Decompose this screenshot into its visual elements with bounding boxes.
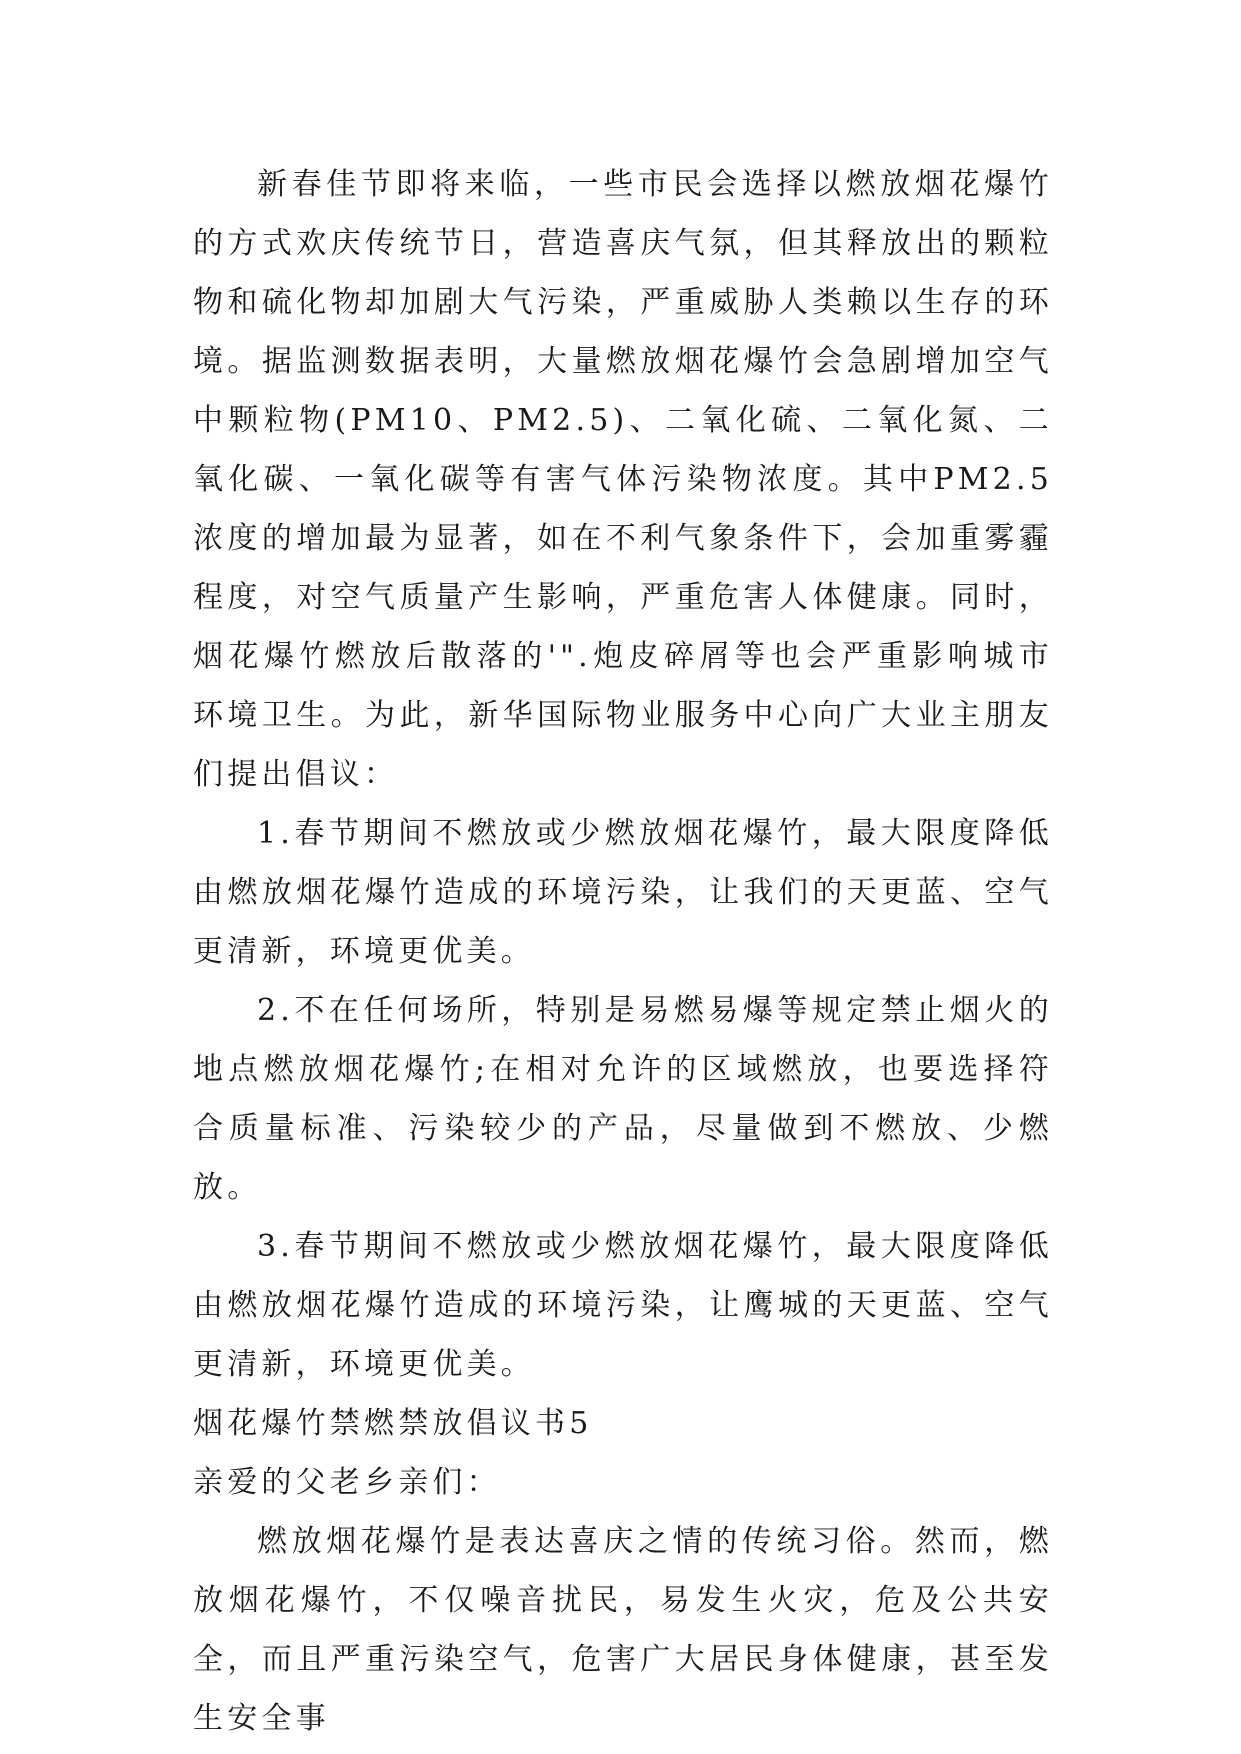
body-paragraph: 燃放烟花爆竹是表达喜庆之情的传统习俗。然而，燃放烟花爆竹，不仅噪音扰民，易发生火灾，危及公共安全，而且严重污染空气，危害广大居民身体健康，甚至发生安全事 [193, 1524, 1053, 1736]
salutation: 亲爱的父老乡亲们： [193, 1465, 501, 1500]
document-body [193, 155, 1053, 1748]
proposal-item-3: 3.春节期间不燃放或少燃放烟花爆竹，最大限度降低由燃放烟花爆竹造成的环境污染，让鹰城的天更蓝、空气更清新，环境更优美。 [193, 1229, 1053, 1382]
section-heading: 烟花爆竹禁燃禁放倡议书5 [193, 1406, 593, 1441]
intro-paragraph: 新春佳节即将来临，一些市民会选择以燃放烟花爆竹的方式欢庆传统节日，营造喜庆气氛，但其释放出的颗粒物和硫化物却加剧大气污染，严重威胁人类赖以生存的环境。据监测数据表明，大量燃放烟花爆竹会急剧增加空气中颗粒物(PM10、PM2.5)、二氧化硫、二氧化氮、二氧化碳、一氧化碳等有害气体污染物浓度。其中PM2.5浓度的增加最为显著，如在不利气象条件下，会加重雾霾程度，对空气质量产生影响，严重危害人体健康。同时，烟花爆竹燃放后散落的'".炮皮碎屑等也会严重影响城市环境卫生。为此，新华国际物业服务中心向广大业主朋友们提出倡议： [193, 167, 1053, 792]
proposal-item-2: 2.不在任何场所，特别是易燃易爆等规定禁止烟火的地点燃放烟花爆竹;在相对允许的区域燃放，也要选择符合质量标准、污染较少的产品，尽量做到不燃放、少燃放。 [193, 993, 1053, 1205]
proposal-item-1: 1.春节期间不燃放或少燃放烟花爆竹，最大限度降低由燃放烟花爆竹造成的环境污染，让我们的天更蓝、空气更清新，环境更优美。 [193, 816, 1053, 969]
